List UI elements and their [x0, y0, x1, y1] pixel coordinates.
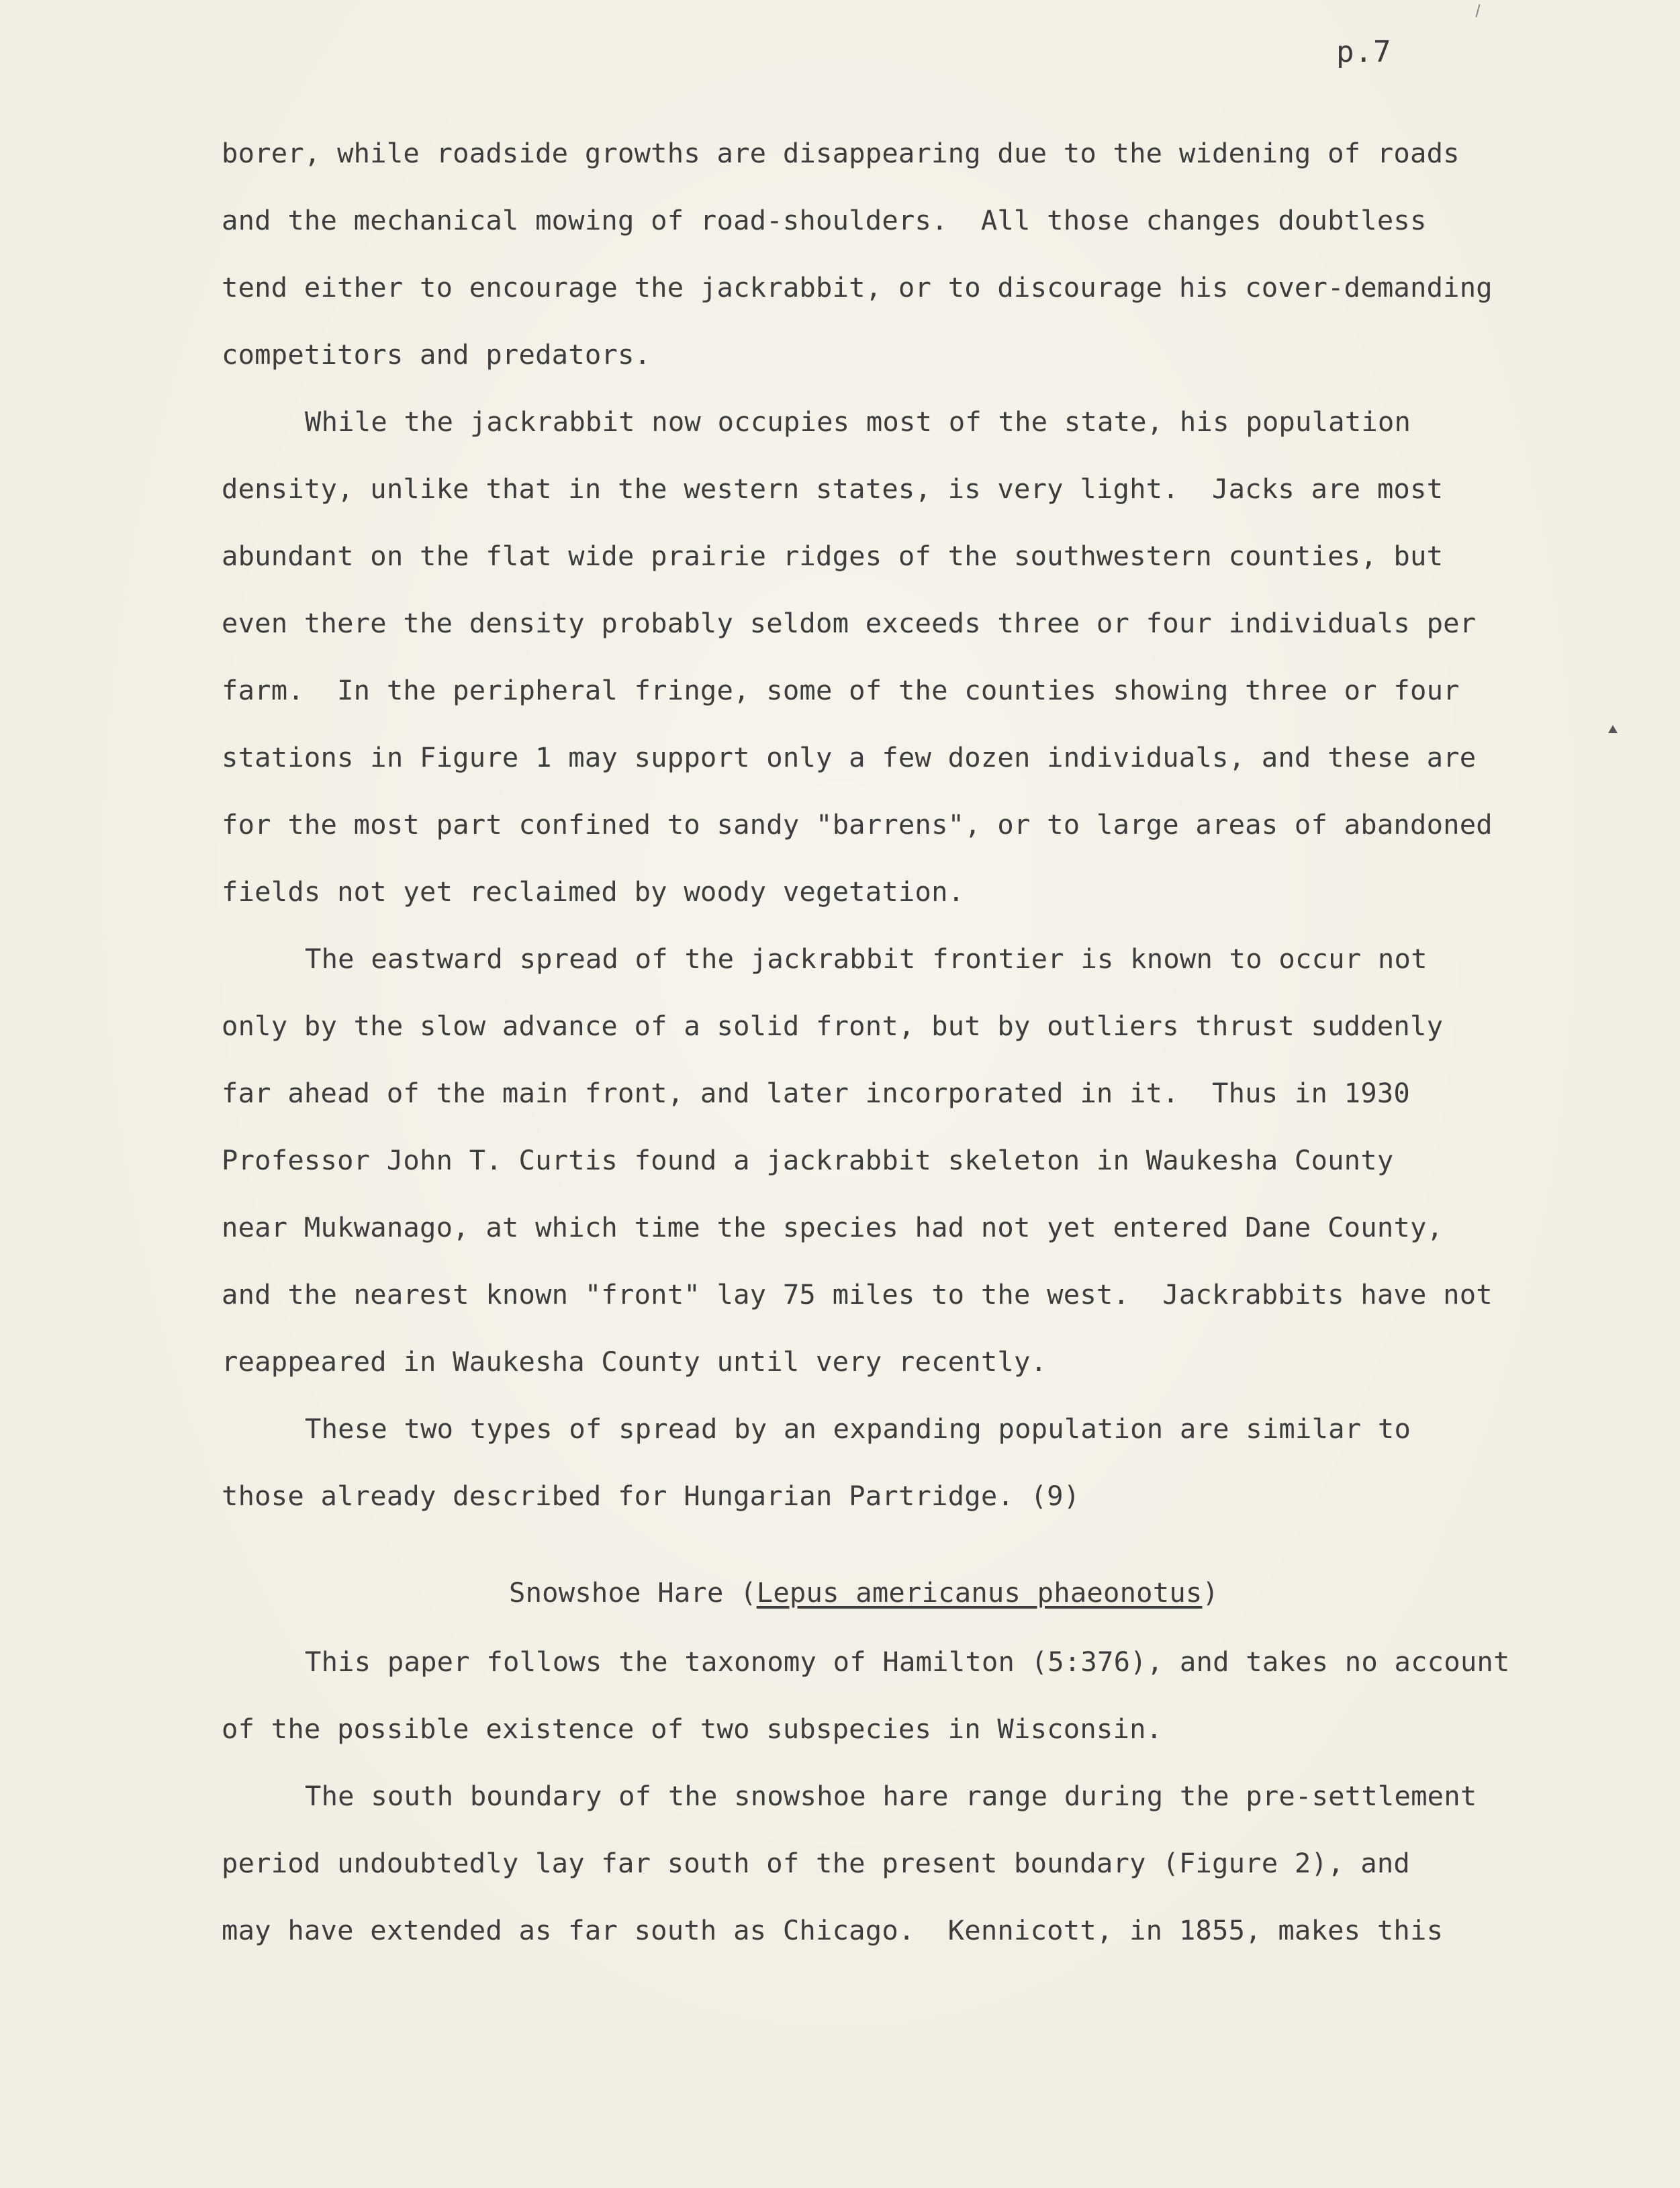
text-line: near Mukwanago, at which time the species had not yet entered Dane County,: [222, 1211, 1444, 1243]
text-line: The eastward spread of the jackrabbit frontier is known to occur not: [305, 943, 1428, 975]
text-line: may have extended as far south as Chicago. Kennicott, in 1855, makes this: [222, 1914, 1444, 1946]
text-line: competitors and predators.: [222, 338, 651, 371]
text-line: even there the density probably seldom exceeds three or four individuals per: [222, 607, 1477, 639]
page-number: p.7: [1336, 35, 1392, 69]
text-line: Professor John T. Curtis found a jackrabbit skeleton in Waukesha County: [222, 1144, 1394, 1176]
text-line: This paper follows the taxonomy of Hamilton (5:376), and takes no account: [305, 1646, 1510, 1678]
text-line: far ahead of the main front, and later incorporated in it. Thus in 1930: [222, 1077, 1410, 1109]
text-line: abundant on the flat wide prairie ridges of the southwestern counties, but: [222, 540, 1444, 572]
text-line: stations in Figure 1 may support only a few dozen individuals, and these are: [222, 741, 1477, 773]
text-line: borer, while roadside growths are disappearing due to the widening of roads: [222, 137, 1460, 169]
text-line: While the jackrabbit now occupies most of the state, his population: [305, 406, 1411, 438]
text-line: and the mechanical mowing of road-shoulders. All those changes doubtless: [222, 204, 1427, 236]
text-line: period undoubtedly lay far south of the present boundary (Figure 2), and: [222, 1847, 1410, 1879]
heading-suffix: ): [1202, 1576, 1219, 1609]
text-line: only by the slow advance of a solid front, but by outliers thrust suddenly: [222, 1010, 1444, 1042]
text-line: those already described for Hungarian Partridge. (9): [222, 1480, 1080, 1512]
scientific-name: Lepus americanus phaeonotus: [756, 1576, 1203, 1609]
section-heading: [509, 1576, 1219, 1609]
text-line: and the nearest known "front" lay 75 miles to the west. Jackrabbits have not: [222, 1278, 1493, 1311]
text-line: for the most part confined to sandy "barrens", or to large areas of abandoned: [222, 808, 1493, 841]
text-line: of the possible existence of two subspecies in Wisconsin.: [222, 1713, 1163, 1745]
text-line: These two types of spread by an expanding population are similar to: [305, 1413, 1411, 1445]
text-line: reappeared in Waukesha County until very recently.: [222, 1345, 1047, 1378]
text-line: fields not yet reclaimed by woody vegetation.: [222, 875, 965, 908]
heading-prefix: Snowshoe Hare (: [509, 1576, 757, 1609]
text-line: farm. In the peripheral fringe, some of the counties showing three or four: [222, 674, 1460, 706]
text-line: density, unlike that in the western states, is very light. Jacks are most: [222, 473, 1444, 505]
paper-mark: [1475, 4, 1480, 17]
text-line: tend either to encourage the jackrabbit, or to discourage his cover-demanding: [222, 271, 1493, 303]
margin-mark: [1608, 725, 1618, 733]
text-line: The south boundary of the snowshoe hare range during the pre-settlement: [305, 1780, 1477, 1812]
